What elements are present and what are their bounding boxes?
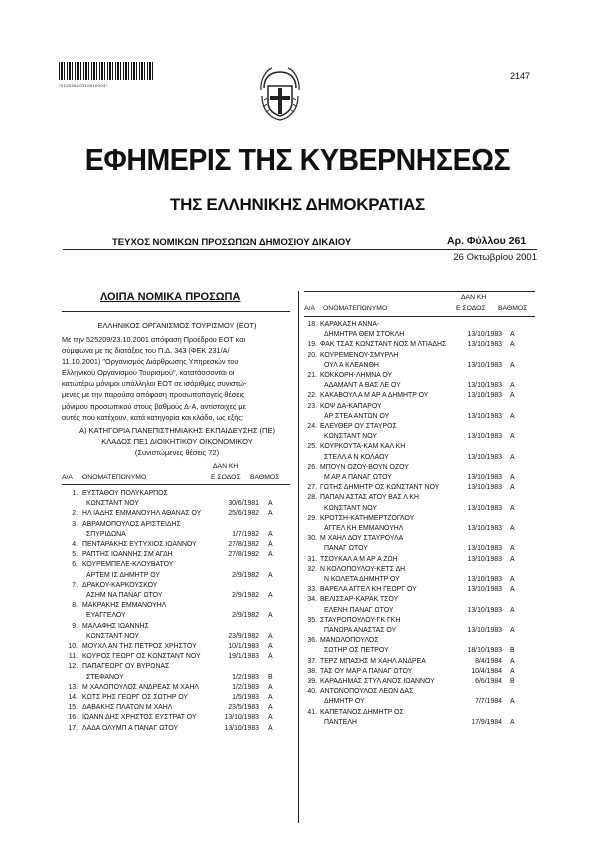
entry-date: 6/6/1984 (475, 678, 502, 685)
entry-number: 1. (72, 490, 78, 497)
entry-grade: Α (268, 704, 273, 712)
entry-date: 13/10/1983 (467, 453, 502, 461)
entry-grade: Α (510, 474, 515, 481)
entry-number: 21. (307, 372, 317, 379)
entry-date: 13/10/1983 (467, 382, 502, 390)
entry-number: 3. (72, 520, 78, 528)
employee-name: ΔΡΑΚΟΥ-ΚΑΡΚΟΥΣΚΟΥ (82, 581, 158, 589)
entry-date: 23/9/1982 (228, 632, 259, 640)
entry-number: 16. (68, 714, 78, 722)
employee-name-continued: ΑΣΗΜ ΝΑ ΠΑΝΑΓ ΩΤΟΥ (86, 592, 163, 599)
entry-grade: Α (510, 361, 515, 369)
employee-name: ΠΑΠΑΝ ΑΣΤΑΣ ΑΤΟΥ ΒΑΣ Λ ΚΗ (320, 494, 419, 502)
entry-number: 24. (307, 423, 317, 430)
entry-number: 28. (307, 494, 317, 502)
entry-number: 15. (68, 704, 78, 712)
employee-name: ΚΑΠΕΤΑΝΟΣ ΔΗΜΗΤΡ ΟΣ (320, 708, 404, 716)
entry-grade: Β (510, 678, 515, 685)
entry-grade: Α (510, 586, 515, 594)
entry-date: 30/6/1981 (228, 500, 259, 508)
employee-name-continued: Μ ΑΡ Α ΠΑΝΑΓ ΩΤΟΥ (324, 474, 392, 481)
employee-name-continued: Ν ΚΟΛΕΤΑ ΔΗΜΗΤΡ ΟΥ (324, 576, 400, 583)
entry-date: 23/5/1983 (228, 704, 259, 712)
employee-name: ΛΑΔΑ ΟΛΥΜΠ Α ΠΑΝΑΓ ΩΤΟΥ (82, 724, 179, 732)
employee-name: ΜΑΝΩΛΟΠΟΥΛΟΣ (320, 637, 379, 645)
employee-name: ΚΟΥΡΕΜΠΕΛΕ-ΚΛΟΥΒΑΤΟΥ (82, 561, 174, 569)
entry-number: 7. (72, 581, 78, 589)
employee-name: ΚΟΥΡΟΣ ΓΕΩΡΓ ΟΣ ΚΩΝΣΤΑΝΤ ΝΟΥ (82, 653, 201, 661)
employee-name: ΚΑΡΑΔΗΜΑΣ ΣΤΥΛ ΑΝΟΣ ΙΩΑΝΝΟΥ (320, 678, 435, 685)
employee-name-continued: ΣΤΕΦΑΝΟΥ (86, 673, 124, 681)
entry-number: 37. (307, 657, 317, 665)
branch-heading: ΚΛΑΔΟΣ ΠΕ1 ΔΙΟΙΚΗΤΙΚΟΥ ΟΙΚΟΝΟΜΙΚΟΥ (101, 437, 253, 446)
section-heading: ΛΟΙΠΑ ΝΟΜΙΚΑ ΠΡΟΣΩΠΑ (100, 291, 241, 303)
entry-date: 13/10/1983 (467, 545, 502, 553)
entry-date: 13/10/1983 (467, 341, 502, 349)
entry-grade: Α (510, 627, 515, 634)
entry-date: 13/10/1983 (467, 331, 502, 339)
employee-name-continued: ΠΑΝΑΓ ΩΤΟΥ (324, 545, 368, 553)
entry-date: 13/10/1983 (467, 627, 502, 634)
employee-name: ΑΒΡΑΜΟΠΟΥΛΟΣ ΑΡΙΣΤΕΙΔΗΣ (82, 520, 181, 528)
entry-number: 22. (307, 392, 317, 400)
employee-name: ΗΛ ΙΑΔΗΣ ΕΜΜΑΝΟΥΗΛ ΑΘΑΝΑΣ ΟΥ (82, 510, 202, 518)
entry-number: 32. (307, 565, 317, 573)
entry-date: 13/10/1983 (224, 724, 259, 732)
entry-number: 25. (307, 443, 317, 451)
left-table-rule (62, 484, 290, 485)
employee-name-continued: ΣΠΥΡΙΔΩΝΑ (86, 530, 126, 538)
right-col-grade: ΒΑΘΜΟΣ (498, 305, 528, 312)
entry-number: 33. (307, 586, 317, 594)
intro-paragraph (62, 334, 292, 423)
employee-name: ΓΩΤΗΣ ΔΗΜΗΤΡ ΟΣ ΚΩΝΣΤΑΝΤ ΝΟΥ (320, 484, 440, 492)
entry-grade: Α (510, 606, 515, 614)
entry-grade: Β (268, 673, 273, 681)
entry-grade: Α (510, 433, 515, 441)
entry-grade: Α (510, 504, 515, 512)
employee-name: ΤΕΡΖ ΜΠΑΣΗΣ Μ ΧΑΗΛ ΑΝΔΡΕΑ (320, 657, 426, 665)
entry-grade: Α (268, 612, 273, 620)
employee-name-continued: ΣΤΕΛΛ Α Ν ΚΟΛΑΟΥ (324, 453, 389, 461)
intro-line: κατωτέρω μόνιμοι υπάλληλοι ΕΟΤ σε ισάριθμες συνιστώ- (62, 379, 247, 389)
employee-name-continued: ΚΩΝΣΤΑΝΤ ΝΟΥ (86, 632, 139, 640)
entry-number: 26. (307, 463, 317, 471)
intro-line: μόνιμου προσωπικού στους βαθμούς Δ-Α, αντίστοιχες με (62, 401, 246, 411)
entry-grade: Α (510, 525, 515, 532)
header-rule (63, 249, 537, 250)
entry-date: 1/5/1983 (232, 694, 259, 701)
entry-date: 13/10/1983 (467, 392, 502, 400)
right-table-rule-top (304, 291, 535, 292)
entry-date: 13/10/1983 (467, 361, 502, 369)
employee-name: ΜΑΛΑΦΗΣ ΙΩΑΝΝΗΣ (82, 622, 149, 630)
left-col-no: Α/Α (62, 474, 73, 481)
employee-name: ΤΑΣ ΟΥ ΜΑΡ Α ΠΑΝΑΓ ΩΤΟΥ (320, 667, 413, 675)
employee-name-continued: ΣΩΤΗΡ ΟΣ ΠΕΤΡΟΥ (324, 647, 389, 655)
employee-name-continued: ΑΡΤΕΜ ΙΣ ΔΗΜΗΤΡ ΟΥ (86, 571, 160, 579)
positions-note: (Συνιστώμενες θέσεις 72) (134, 448, 220, 457)
entry-number: 19. (307, 341, 317, 349)
entry-date: 10/4/1984 (471, 667, 502, 675)
entry-number: 8. (72, 602, 78, 610)
entry-date: 13/10/1983 (467, 586, 502, 594)
employee-name-continued: ΔΗΜΗΤΡΑ ΘΕΜ ΣΤΟΚΛΗ (324, 331, 405, 339)
gazette-title: ΕΦΗΜΕΡΙΣ ΤΗΣ ΚΥΒΕΡΝΗΣΕΩΣ (84, 142, 511, 177)
entry-date: 2/9/1982 (232, 612, 259, 620)
entry-grade: Α (510, 331, 515, 339)
employee-name: ΚΑΡΑΚΑΣΗ ΑΝΝΑ- (320, 321, 380, 328)
employee-name-continued: ΕΥΑΓΓΕΛΟΥ (86, 612, 126, 620)
employee-name: ΚΟΚΚΟΡΗ-ΛΗΜΝΑ ΟΥ (320, 372, 393, 379)
entry-number: 23. (307, 402, 317, 410)
entry-grade: Α (268, 571, 273, 579)
entry-date: 13/10/1983 (467, 606, 502, 614)
entry-number: 13. (68, 683, 78, 691)
employee-name: ΚΩΤΣ ΡΗΣ ΓΕΩΡΓ ΟΣ ΣΩΤΗΡ ΟΥ (82, 694, 188, 701)
category-heading: Α) ΚΑΤΗΓΟΡΙΑ ΠΑΝΕΠΙΣΤΗΜΙΑΚΗΣ ΕΚΠΑΙΔΕΥΣΗΣ (ΠΕ) (79, 426, 275, 435)
entry-number: 18. (307, 321, 317, 328)
right-col-entry-bottom: Ε ΣΟΔΟΣ (456, 305, 486, 312)
entry-number: 27. (307, 484, 317, 492)
entry-grade: Α (510, 484, 515, 492)
employee-name: ΦΑΚ ΤΣΑΣ ΚΩΝΣΤΑΝΤ ΝΟΣ Μ ΛΤΙΑΔΗΣ (320, 341, 447, 349)
sheet-number: Αρ. Φύλλου 261 (447, 235, 527, 247)
issue-date: 26 Οκτωβρίου 2001 (453, 252, 537, 263)
employee-name: ΙΩΑΝΝ ΔΗΣ ΧΡΗΣΤΟΣ ΕΥΣΤΡΑΤ ΟΥ (82, 714, 197, 722)
employee-name: ΒΕΛΙΣΣΑΡ-ΚΑΡΑΚ ΤΣΟΥ (320, 596, 399, 604)
employee-name: ΜΟΥΧΛ ΑΝ ΤΗΣ ΠΕΤΡΟΣ ΧΡΗΣΤΟΥ (82, 643, 197, 650)
entry-number: 40. (307, 688, 317, 696)
entry-number: 41. (307, 708, 317, 716)
employee-name: ΜΑΚΡΑΚΗΣ ΕΜΜΑΝΟΥΗΛ (82, 602, 167, 610)
employee-name-continued: ΠΑΝΤΕΛΗ (324, 718, 357, 726)
page-number: 2147 (510, 71, 531, 81)
entry-date: 13/10/1983 (467, 412, 502, 420)
entry-grade: Α (268, 694, 273, 701)
entry-date: 1/2/1983 (232, 673, 259, 681)
entry-date: 27/8/1982 (228, 551, 259, 559)
section-rule (62, 311, 290, 312)
entry-number: 11. (68, 653, 78, 661)
entry-grade: Α (268, 683, 273, 691)
entry-number: 12. (68, 663, 78, 671)
entry-number: 31. (307, 555, 317, 563)
entry-number: 39. (307, 678, 317, 685)
intro-line: αυτές που κατέχουν, κατά κατηγορία και κλάδο, ως εξής: (62, 412, 244, 422)
entry-date: 25/6/1982 (228, 510, 259, 518)
entry-number: 14. (68, 694, 78, 701)
employee-name-continued: ΚΩΝΣΤΑΝΤ ΝΟΥ (86, 500, 139, 508)
employee-name: ΚΟΥΡΕΜΕΝΟΥ-ΣΜΥΡΛΗ (320, 351, 399, 359)
gazette-subtitle: ΤΗΣ ΕΛΛΗΝΙΚΗΣ ΔΗΜΟΚΡΑΤΙΑΣ (170, 195, 425, 214)
entry-grade: Α (510, 412, 515, 420)
employee-name: ΣΤΑΥΡΟΠΟΥΛΟΥ-ΓΚ ΓΚΗ (320, 616, 401, 624)
employee-name: ΚΑΚΑΒΟΥΛ Α Μ ΑΡ Α ΔΗΜΗΤΡ ΟΥ (320, 392, 429, 400)
entry-date: 13/10/1983 (467, 576, 502, 583)
entry-date: 2/9/1982 (232, 592, 259, 599)
entry-grade: Α (268, 541, 273, 548)
issue-type: ΤΕΥΧΟΣ ΝΟΜΙΚΩΝ ΠΡΟΣΩΠΩΝ ΔΗΜΟΣΙΟΥ ΔΙΚΑΙΟΥ (112, 237, 352, 248)
entry-grade: Α (510, 453, 515, 461)
barcode (59, 62, 155, 80)
employee-name: Μ ΧΑΛΟΠΟΥΛΟΣ ΑΝΔΡΕΑΣ Μ ΧΑΗΛ (82, 683, 200, 691)
employee-name: ΚΡΟΤΣΗ-ΚΑΤΗΜΕΡΤΖΟΓΛΟΥ (320, 514, 415, 522)
entry-grade: Α (268, 632, 273, 640)
entry-number: 34. (307, 596, 317, 604)
entry-date: 13/10/1983 (467, 525, 502, 532)
entry-date: 1/7/1982 (232, 530, 259, 538)
employee-name: ΑΝΤΩΝΟΠΟΥΛΟΣ ΛΕΩΝ ΔΑΣ (320, 688, 414, 696)
entry-grade: Α (510, 667, 515, 675)
employee-name: ΕΥΣΤΑΘΟΥ ΠΟΛΥΚΑΡΠΟΣ (82, 490, 168, 497)
employee-name-continued: ΠΑΝΩΡΑ ΑΝΑΣΤΑΣ ΟΥ (324, 627, 397, 634)
entry-date: 17/9/1984 (471, 718, 502, 726)
entry-date: 2/9/1982 (232, 571, 259, 579)
employee-name: ΠΕΝΤΑΡΑΚΗΣ ΕΥΤΥΧΙΟΣ ΙΩΑΝΝΟΥ (82, 541, 197, 548)
employee-name-continued: ΕΛΕΝΗ ΠΑΝΑΓ ΩΤΟΥ (324, 606, 394, 614)
entry-grade: Α (510, 545, 515, 553)
entry-date: 13/10/1983 (467, 474, 502, 481)
intro-line: μενες με την παρούσα απόφαση προσωποπαγείς θέσεις (62, 390, 245, 400)
entry-date: 13/10/1983 (467, 484, 502, 492)
entry-number: 29. (307, 514, 317, 522)
employee-name-continued: ΚΩΝΣΤΑΝΤ ΝΟΥ (324, 504, 377, 512)
entry-date: 10/1/1983 (228, 643, 259, 650)
right-col-entry-top: ΔΑΝ ΚΗ (461, 294, 487, 301)
entry-grade: Α (268, 592, 273, 599)
left-col-entry-bottom: Ε ΣΟΔΟΣ (211, 474, 241, 481)
entry-date: 13/10/1983 (224, 714, 259, 722)
entry-number: 6. (72, 561, 78, 569)
employee-name: ΡΑΠΤΗΣ ΙΩΑΝΝΗΣ ΣΜ ΑΓΔΗ (82, 551, 173, 559)
employee-name-continued: ΔΗΜΗΤΡ ΟΥ (324, 698, 365, 706)
entry-number: 5. (72, 551, 78, 559)
entry-number: 36. (307, 637, 317, 645)
entry-grade: Α (510, 657, 515, 665)
entry-grade: Α (268, 643, 273, 650)
entry-grade: Α (510, 698, 515, 706)
employee-name-continued: ΑΡ ΣΤΕΑ ΑΝΤΩΝ ΟΥ (324, 412, 390, 420)
entry-grade: Α (268, 551, 273, 559)
employee-name: ΚΟΨ ΔΑ-ΚΑΠΑΡΟΥ (320, 402, 382, 410)
entry-grade: Α (268, 500, 273, 508)
entry-date: 8/4/1984 (475, 657, 502, 665)
entry-grade: Α (268, 714, 273, 722)
entry-date: 13/10/1983 (467, 555, 502, 563)
entry-grade: Α (510, 341, 515, 349)
employee-name: Ν ΚΟΛΟΠΟΥΛΟΥ-ΚΕΤΣ ΔΗ (320, 565, 406, 573)
employee-name-continued: ΚΩΝΣΤΑΝΤ ΝΟΥ (324, 433, 377, 441)
employee-name: ΒΑΡΕΛΑ ΑΓΓΕΛ ΚΗ ΓΕΩΡΓ ΟΥ (320, 586, 417, 594)
left-col-grade: ΒΑΘΜΟΣ (250, 474, 280, 481)
entry-date: 1/2/1983 (232, 683, 259, 691)
entry-date: 27/8/1982 (228, 541, 259, 548)
intro-line: Ελληνικού Οργανισμού Τουρισμού", κατατάσσονται οι (62, 368, 235, 378)
entry-grade: Α (510, 392, 515, 400)
intro-line: 11.10.2001) "Οργανισμός Διάρθρωσης Υπηρεσιών του (62, 357, 239, 367)
employee-name: Μ ΧΑΗΛ ΔΟΥ ΣΤΑΥΡΟΥΛΑ (320, 535, 404, 543)
organization-name: ΕΛΛΗΝΙΚΟΣ ΟΡΓΑΝΙΣΜΟΣ ΤΟΥΡΙΣΜΟΥ (ΕΟΤ) (97, 321, 257, 330)
entry-date: 13/10/1983 (467, 504, 502, 512)
employee-name: ΤΣΟΥΚΑΛ Α Μ ΑΡ Α ΖΩΗ (320, 555, 398, 563)
right-table-rule (304, 316, 535, 317)
employee-name: ΜΠΟΥΝ ΟΖΟΥ-ΒΟΥΝ ΟΖΟΥ (320, 463, 409, 471)
employee-name-continued: ΑΓΓΕΛ ΚΗ ΕΜΜΑΝΟΥΗΛ (324, 525, 404, 532)
right-col-no: Α/Α (304, 305, 315, 312)
barcode-text: *01002610310010004* (59, 83, 108, 88)
entry-number: 2. (72, 510, 78, 518)
entry-date: 19/1/1983 (228, 653, 259, 661)
employee-name-continued: ΟΥΛ Α ΚΛΕΑΝΘΗ (324, 361, 379, 369)
left-col-name: ΟΝΟΜΑΤΕΠΩΝΥΜΟ (82, 474, 147, 481)
entry-date: 7/7/1984 (475, 698, 502, 706)
entry-number: 38. (307, 667, 317, 675)
entry-grade: Α (268, 724, 273, 732)
entry-grade: Β (510, 647, 515, 655)
entry-grade: Α (268, 510, 273, 518)
entry-number: 9. (72, 622, 78, 630)
entry-grade: Α (510, 576, 515, 583)
intro-line: Με την 525209/23.10.2001 απόφαση Προέδρου ΕΟΤ και (62, 335, 246, 344)
entry-grade: Α (268, 530, 273, 538)
entry-grade: Α (510, 718, 515, 726)
left-col-entry-top: ΔΑΝ ΚΗ (213, 463, 239, 470)
entry-number: 30. (307, 535, 317, 543)
entry-number: 20. (307, 351, 317, 359)
entry-number: 35. (307, 616, 317, 624)
employee-name: ΚΟΥΡΚΟΥΤΑ-ΚΑΜ ΚΑΛ ΚΗ (320, 443, 406, 451)
entry-number: 10. (68, 643, 78, 650)
entry-number: 17. (68, 724, 78, 732)
employee-name: ΠΑΠΑΓΕΩΡΓ ΟΥ ΒΥΡΩΝΑΣ (82, 663, 170, 671)
greek-coat-of-arms-icon (258, 66, 302, 122)
column-divider (298, 291, 299, 823)
entry-grade: Α (510, 382, 515, 390)
right-col-name: ΟΝΟΜΑΤΕΠΩΝΥΜΟ (323, 305, 388, 312)
intro-line: σύμφωνα με τις διατάξεις του Π.Δ. 343 (ΦΕΚ 231/Α/ (62, 346, 230, 356)
entry-grade: Α (510, 555, 515, 563)
entry-number: 4. (72, 541, 78, 548)
employee-name: ΕΛΕΥΘΕΡ ΟΥ ΣΤΑΥΡΟΣ (320, 423, 397, 430)
entry-date: 18/10/1983 (467, 647, 502, 655)
employee-name: ΔΑΒΑΚΗΣ ΠΛΑΤΩΝ Μ ΧΑΗΛ (82, 704, 173, 712)
entry-date: 13/10/1983 (467, 433, 502, 441)
entry-grade: Α (268, 653, 273, 661)
employee-name-continued: ΑΔΑΜΑΝΤ Α ΒΑΣ ΛΕ ΟΥ (324, 382, 401, 390)
